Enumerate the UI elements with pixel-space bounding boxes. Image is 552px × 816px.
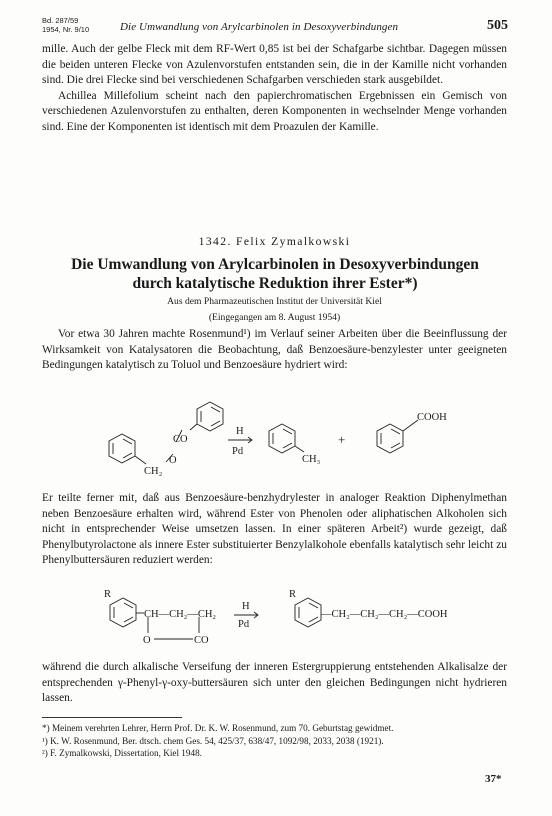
previous-paragraph-2: Achillea Millefolium scheint nach den papierchromatischen Ergebnissen ein Gemisch von verschiedenen Azulenvorstufen zu enthalten, deren Komponenten in wechselnder Menge vorhanden sind. Eine der Komponenten ist identisch mit dem Proazulen der Kamille.: [42, 89, 507, 133]
lactone-chain: CH—CH₂—CH₂: [144, 609, 217, 620]
intro-paragraph: Vor etwa 30 Jahren machte Rosenmund¹) im Verlauf seiner Arbeiten über die Beeinflussung der Wirksamkeit von Katalysatoren die Beobachtung, daß Benzoesäure-benzylester unter geeigneten Bedingungen katalytisch zu Toluol und Benzoesäure hydriert wird:: [42, 328, 507, 372]
arrow-label-h: H: [236, 426, 244, 437]
article-paragraph-1: [42, 327, 507, 374]
reaction-scheme-2: [80, 583, 500, 663]
previous-article-text: [42, 42, 507, 136]
journal-issue: 1954, Nr. 9/10: [42, 24, 90, 34]
label-r-left: R: [104, 589, 112, 600]
arrow-label-pd-2: Pd: [238, 619, 250, 630]
label-ch3: CH₃: [302, 454, 321, 465]
label-co: CO: [173, 434, 188, 445]
article-title: [30, 255, 520, 293]
second-paragraph: Er teilte ferner mit, daß aus Benzoesäure-benzhydrylester in analoger Reaktion Diphenylmethan neben Benzoesäure erhalten wird, während Ester von Phenolen oder aliphatischen Alkoholen sich nicht in entsprechender Weise umsetzen lassen. In einer späteren Arbeit²) wurde gezeigt, daß Phenylbutyrolactone als innere Ester substituierter Benzylalkohole ebenfalls katalytisch sehr leicht zu Phenylbuttersäuren reduziert werden:: [42, 492, 507, 567]
institute-line: Aus dem Pharmazeutischen Institut der Universität Kiel: [167, 296, 382, 307]
article-number-author: 1342. Felix Zymalkowski: [198, 235, 351, 248]
previous-paragraph-1: mille. Auch der gelbe Fleck mit dem RF-Wert 0,85 ist bei der Schafgarbe sichtbar. Dagegen müssen die beiden unteren Flecke von Azulenvorstufen entstanden sein, die in der Kamille nicht vorhanden sind. Die drei Flecke sind bei verschiedenen Schafgarben verschieden stark ausgebildet.: [42, 43, 507, 87]
label-o: O: [169, 455, 177, 466]
lactone-carbonyl: CO: [194, 635, 209, 646]
label-cooh: COOH: [417, 412, 447, 423]
plus-sign: +: [338, 432, 346, 447]
footnote-star: *) Meinem verehrten Lehrer, Herrn Prof. Dr. K. W. Rosenmund, zum 70. Geburtstag gewidmet.: [42, 723, 394, 733]
journal-volume: Bd. 287/59: [42, 16, 79, 25]
article-paragraph-2: [42, 491, 507, 569]
third-paragraph: während die durch alkalische Verseifung der inneren Estergruppierung entstehenden Alkalisalze der entsprechenden γ-Phenyl-γ-oxy-buttersäuren sich unter den gleichen Bedingungen nicht hydrieren lassen.: [42, 661, 507, 705]
signature-mark: 37*: [485, 773, 502, 785]
label-ch2: CH₂: [144, 466, 163, 477]
article-title-line-2: durch katalytische Reduktion ihrer Ester*): [132, 275, 418, 292]
footnote-divider: [42, 717, 182, 718]
footnote-2: ²) F. Zymalkowski, Dissertation, Kiel 1948.: [42, 748, 202, 759]
article-title-line-1: Die Umwandlung von Arylcarbinolen in Desoxyverbindungen: [71, 256, 479, 273]
label-r-right: R: [289, 589, 297, 600]
page-number: 505: [487, 18, 508, 33]
received-date: (Eingegangen am 8. August 1954): [208, 312, 341, 323]
lactone-oxygen: O: [143, 635, 151, 646]
product-chain: —CH₂—CH₂—CH₂—COOH: [321, 609, 448, 620]
footnotes: [42, 722, 507, 760]
arrow-label-h-2: H: [242, 601, 250, 612]
reaction-scheme-1: [80, 392, 480, 492]
arrow-label-pd: Pd: [232, 446, 244, 457]
footnote-1: ¹) K. W. Rosenmund, Ber. dtsch. chem Ges. 54, 425/37, 638/47, 1092/98, 2033, 2038 (1921).: [42, 735, 384, 746]
running-title: Die Umwandlung von Arylcarbinolen in Desoxyverbindungen: [120, 21, 399, 33]
journal-reference: [42, 17, 89, 34]
article-paragraph-3: [42, 660, 507, 707]
